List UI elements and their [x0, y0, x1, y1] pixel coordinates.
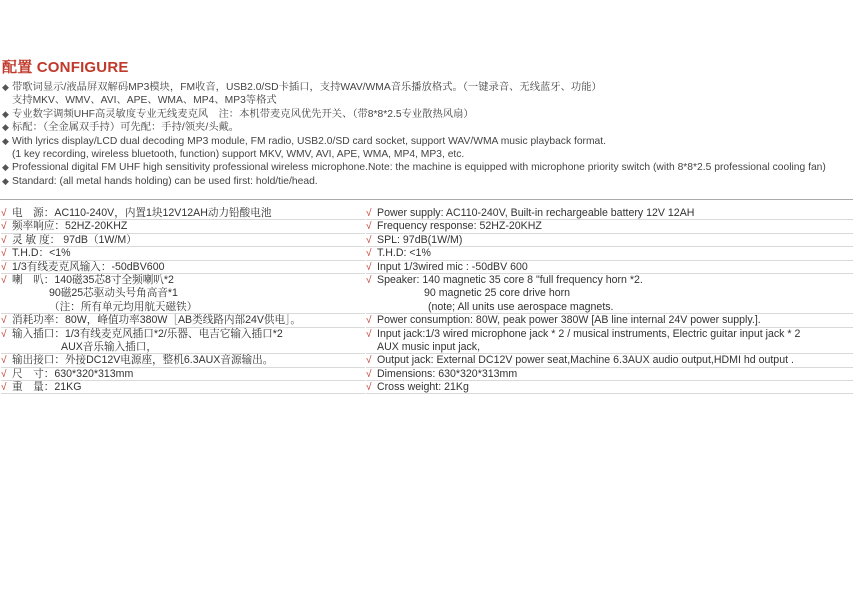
diamond-bullet-icon: ◆: [2, 135, 9, 146]
page-title: 配置 CONFIGURE: [2, 59, 129, 76]
check-icon: √: [1, 382, 7, 394]
check-icon: √: [1, 355, 7, 367]
section-divider: [0, 199, 853, 200]
check-icon: √: [366, 368, 372, 380]
spec-row: √ T.H.D：<1%: [1, 247, 365, 260]
spec-row-continued: (note; All units use aerospace magnets.: [366, 301, 853, 314]
check-icon: √: [366, 355, 372, 367]
spec-row: √ 1/3有线麦克风输入：-50dBV600: [1, 261, 365, 274]
spec-row: √ Dimensions: 630*320*313mm: [366, 368, 853, 381]
check-icon: √: [1, 368, 7, 380]
check-icon: √: [1, 315, 7, 327]
check-icon: √: [1, 274, 7, 286]
spec-row: √ 消耗功率：80W，峰值功率380W［AB类线路内部24V供电］。: [1, 314, 365, 327]
spec-row: √ Output jack: External DC12V power seat,Machine 6.3AUX audio output,HDMI hd output .: [366, 354, 853, 367]
spec-row: √ 输出接口：外接DC12V电源座，整机6.3AUX音源输出。: [1, 354, 365, 367]
feature-item: ◆ Professional digital FM UHF high sensitivity professional wireless microphone.Note: the machine is equipped with microphone priority switch (with 8*8*2.5 professional cooling fan): [2, 162, 826, 174]
spec-row-continued: 90 magnetic 25 core drive horn: [424, 287, 571, 300]
diamond-bullet-icon: ◆: [2, 122, 9, 133]
spec-row-continued: （注：所有单元均用航天磁铁）: [1, 301, 365, 314]
check-icon: √: [1, 328, 7, 340]
check-icon: √: [366, 234, 372, 246]
check-icon: √: [1, 248, 7, 260]
check-icon: √: [1, 208, 7, 219]
spec-row: √ Input 1/3wired mic : -50dBV 600: [366, 261, 853, 274]
diamond-bullet-icon: ◆: [2, 175, 9, 186]
check-icon: √: [366, 208, 372, 219]
feature-list: [2, 81, 853, 188]
feature-item: ◆ Standard: (all metal hands holding) can be used first: hold/tie/head.: [2, 175, 318, 187]
check-icon: √: [366, 221, 372, 233]
spec-row: √ 尺 寸：630*320*313mm: [1, 368, 365, 381]
spec-row: √ SPL: 97dB(1W/M): [366, 234, 853, 247]
feature-item: ◆ 专业数字调频UHF高灵敏度专业无线麦克风 注：本机带麦克风优先开关、（带8*8*2.5专业散热风扇）: [2, 108, 474, 120]
feature-item: ◆ 带歌词显示/液晶屏双解码MP3模块，FM收音，USB2.0/SD卡插口，支持WAV/WMA音乐播放格式。（一键录音、无线蓝牙、功能）: [2, 82, 602, 93]
check-icon: √: [366, 248, 372, 260]
spec-row: √ Speaker: 140 magnetic 35 core 8 "full frequency horn *2.: [366, 273, 643, 286]
feature-item-continued: 支持MKV、WMV、AVI、APE、WMA、MP4、MP3等格式: [12, 95, 277, 107]
check-icon: √: [366, 328, 372, 340]
spec-row-continued: AUX音乐输入插口，: [1, 341, 365, 354]
check-icon: √: [366, 274, 372, 286]
feature-item: ◆ 标配：（全金属双手持）可先配：手持/领夹/头戴。: [2, 122, 240, 134]
spec-list-english: [366, 207, 853, 394]
spec-row: √ 电 源：AC110-240V，内置1块12V12AH动力铅酸电池: [1, 207, 365, 220]
spec-row: √ 输入插口：1/3有线麦克风插口*2/乐器、电吉它输入插口*2: [1, 327, 283, 340]
spec-row-continued: AUX music input jack,: [366, 341, 853, 354]
diamond-bullet-icon: ◆: [2, 162, 9, 173]
diamond-bullet-icon: ◆: [2, 82, 9, 92]
check-icon: √: [1, 234, 7, 246]
diamond-bullet-icon: ◆: [2, 108, 9, 119]
spec-row: √ 重 量：21KG: [1, 381, 365, 394]
spec-row: √ 喇 叭：140磁35芯8寸全频喇叭*2: [1, 273, 174, 286]
spec-row: √ 灵 敏 度： 97dB（1W/M）: [1, 234, 365, 247]
spec-row: √ Frequency response: 52HZ-20KHZ: [366, 220, 853, 233]
feature-item-continued: (1 key recording, wireless bluetooth, function) support MKV, WMV, AVI, APE, WMA, MP4, MP3, etc.: [12, 149, 465, 161]
spec-row: √ Power consumption: 80W, peak power 380W [AB line internal 24V power supply.].: [366, 314, 853, 327]
spec-row: √ T.H.D: <1%: [366, 247, 853, 260]
check-icon: √: [1, 221, 7, 233]
spec-row: √ 频率响应：52HZ-20KHZ: [1, 220, 365, 233]
check-icon: √: [1, 261, 7, 273]
spec-list-chinese: [1, 207, 365, 394]
feature-item: ◆ With lyrics display/LCD dual decoding MP3 module, FM radio, USB2.0/SD card socket, support WAV/WMA music playback format.: [2, 135, 607, 147]
spec-row: √ Input jack:1/3 wired microphone jack * 2 / musical instruments, Electric guitar input jack * 2: [366, 327, 801, 340]
check-icon: √: [366, 382, 372, 394]
spec-row: √ Power supply: AC110-240V, Built-in rechargeable battery 12V 12AH: [366, 207, 853, 220]
check-icon: √: [366, 261, 372, 273]
check-icon: √: [366, 315, 372, 327]
spec-row: √ Cross weight: 21Kg: [366, 381, 853, 394]
spec-row-continued: 90磁25芯驱动头号角高音*1: [49, 287, 178, 300]
